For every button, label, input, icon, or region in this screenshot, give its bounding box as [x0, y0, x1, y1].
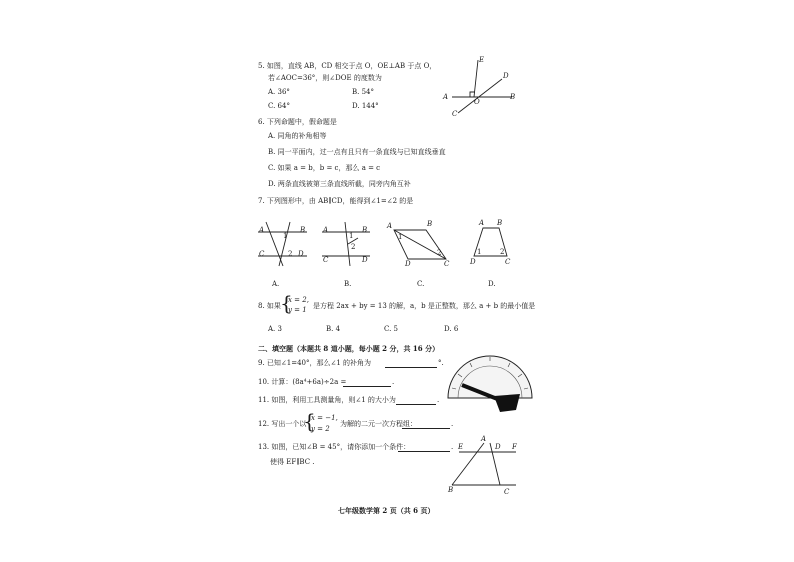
q10-text: 10. 计算：(8a⁴+6a)÷2a =: [258, 378, 347, 386]
q8-option-a: A. 3: [268, 325, 282, 333]
q12-system-eq2: y = 2: [311, 425, 330, 433]
q8-option-c: C. 5: [384, 325, 399, 333]
q13-label-b: B: [448, 486, 454, 494]
protractor-arc: [448, 356, 532, 398]
q5-line-oe: [474, 60, 478, 97]
q13-line2: 使得 EF∥BC .: [270, 458, 315, 466]
q7c-label-c: C: [444, 260, 450, 268]
q12-system-eq1: x = −1,: [311, 414, 338, 422]
q5-stem-line2: 若∠AOC=36°，则∠DOE 的度数为: [268, 74, 382, 82]
q7c-label-a: A: [387, 222, 393, 230]
q13-label-a: A: [481, 435, 487, 443]
q7a-label-a: A: [259, 226, 265, 234]
q7b-label-a: A: [323, 226, 329, 234]
q13-answer-blank[interactable]: [398, 451, 450, 452]
q5-label-o: O: [474, 98, 480, 106]
q11-text: 11. 如图，利用工具测量角，则∠1 的大小为: [258, 396, 396, 404]
q6-option-d: D. 两条直线被第三条直线所截，同旁内角互补: [268, 180, 411, 188]
q5-figure: [452, 60, 512, 113]
q12-suffix: 为解的二元一次方程组：: [340, 420, 417, 428]
q12-end: .: [451, 420, 454, 428]
protractor-dark-block: [494, 394, 520, 412]
q12-answer-blank[interactable]: [402, 428, 450, 429]
q7c-label-2: 2: [437, 249, 442, 257]
q13-line-ba: [452, 443, 484, 485]
q5-line-cd: [458, 79, 502, 113]
q6-option-b: B. 同一平面内，过一点有且只有一条直线与已知直线垂直: [268, 148, 446, 156]
q8-system-eq1: x = 2,: [288, 296, 309, 304]
q7a-transversal-2: [279, 222, 293, 266]
q6-option-a: A. 同角的补角相等: [268, 132, 327, 140]
q7b-label-d: D: [362, 256, 368, 264]
q5-label-e: E: [479, 56, 485, 64]
q7d-label-b: B: [497, 219, 503, 227]
q13-line1: 13. 如图，已知∠B = 45°，请你添加一个条件：: [258, 443, 411, 451]
q8-brace: {: [280, 291, 293, 315]
q7a-label-1: 1: [283, 232, 288, 240]
q5-option-c: C. 64°: [268, 102, 290, 110]
q7-stem: 7. 下列图形中，由 AB∥CD，能得到∠1=∠2 的是: [258, 197, 414, 205]
q13-label-d: D: [495, 443, 501, 451]
q5-label-c: C: [452, 110, 458, 118]
q5-option-d: D. 144°: [352, 102, 379, 110]
q7-option-a: A.: [272, 280, 280, 288]
q5-label-b: B: [510, 93, 516, 101]
q7c-label-1: 1: [398, 233, 403, 241]
q11-answer-blank[interactable]: [396, 404, 436, 405]
q6-option-c: C. 如果 a = b，b = c，那么 a = c: [268, 164, 381, 172]
q7-option-c: C.: [417, 280, 425, 288]
q7d-label-2: 2: [500, 248, 505, 256]
q5-stem-line1: 5. 如图，直线 AB，CD 相交于点 O，OE⊥AB 于点 O，: [258, 62, 437, 70]
q10-answer-blank[interactable]: [343, 386, 391, 387]
page-footer: 七年级数学第 2 页（共 6 页）: [338, 506, 435, 515]
q8-option-b: B. 4: [326, 325, 341, 333]
q7b-label-2: 2: [351, 243, 356, 251]
q13-label-c: C: [504, 488, 510, 496]
q8-prefix: 8. 如果: [258, 302, 281, 310]
q5-label-a: A: [443, 93, 449, 101]
q7a-label-c: C: [259, 250, 265, 258]
q12-brace: {: [303, 409, 316, 433]
q7b-label-c: C: [323, 256, 329, 264]
q10-suffix: .: [392, 378, 395, 386]
q7d-label-1: 1: [477, 248, 482, 256]
q13-label-f: F: [512, 443, 517, 451]
q5-option-a: A. 36°: [268, 88, 290, 96]
q7-option-b: B.: [344, 280, 352, 288]
q8-suffix: 是方程 2ax + by = 13 的解，a，b 是正整数，那么 a + b 的最小值是: [313, 302, 536, 310]
q8-system-eq2: y = 1: [288, 306, 307, 314]
q7b-label-1: 1: [349, 232, 354, 240]
q7a-label-2: 2: [288, 250, 293, 258]
q5-option-b: B. 54°: [352, 88, 375, 96]
q8-option-d: D. 6: [444, 325, 459, 333]
q12-prefix: 12. 写出一个以: [258, 420, 307, 428]
q13-end: .: [451, 443, 454, 451]
q7c-label-b: B: [427, 220, 433, 228]
q9-text: 9. 已知∠1=40°，那么∠1 的补角为: [258, 359, 372, 367]
q6-stem: 6. 下列命题中，假命题是: [258, 118, 337, 126]
q13-label-e: E: [458, 443, 464, 451]
q11-suffix: .: [437, 396, 440, 404]
q7b-label-b: B: [362, 226, 368, 234]
q11-protractor-figure: [448, 356, 532, 412]
q7b-transversal: [345, 222, 350, 266]
section-2-heading: 二、填空题（本题共 8 道小题，每小题 2 分，共 16 分）: [258, 344, 440, 353]
q7d-label-c: C: [505, 258, 511, 266]
q5-label-d: D: [503, 72, 509, 80]
q7d-label-d: D: [470, 258, 476, 266]
q7a-label-d: D: [298, 250, 304, 258]
q7d-label-a: A: [479, 219, 485, 227]
q9-answer-blank[interactable]: [385, 367, 437, 368]
q7-option-d: D.: [488, 280, 496, 288]
q7a-label-b: B: [300, 226, 306, 234]
q7c-label-d: D: [405, 260, 411, 268]
q9-suffix: °.: [438, 359, 444, 367]
